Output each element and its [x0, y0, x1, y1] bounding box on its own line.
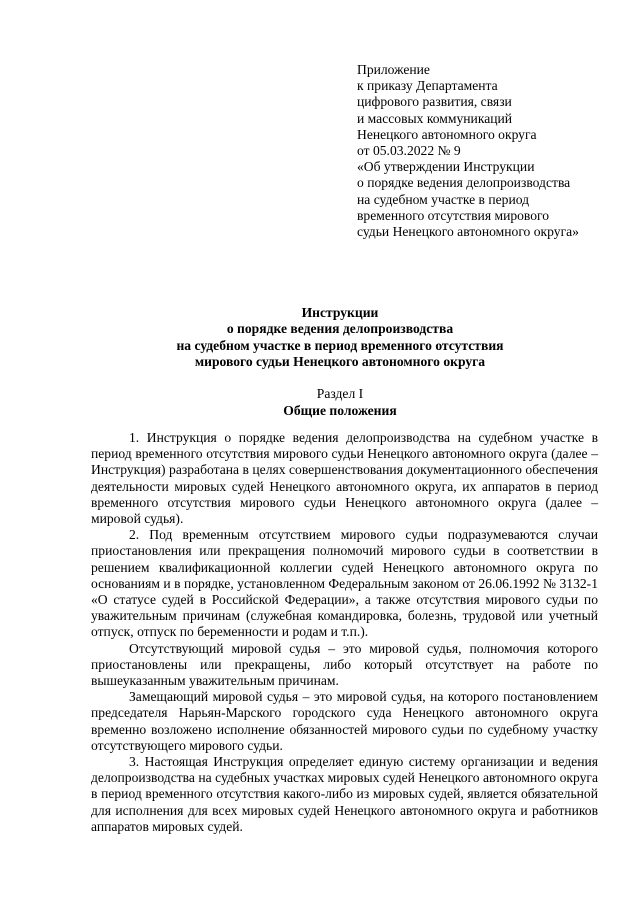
appendix-line: на судебном участке в период [357, 191, 530, 207]
appendix-line: цифрового развития, связи [357, 94, 512, 110]
paragraph: Отсутствующий мировой судья – это мировой судья, полномочия которого приостановлены или прекращены, либо который отсутствует на работе по вышеуказанным уважительным причинам. [91, 640, 598, 689]
title-line: Инструкции [301, 305, 379, 320]
appendix-line: от 05.03.2022 № 9 [357, 143, 461, 159]
appendix-line: судьи Ненецкого автономного округа» [357, 224, 579, 240]
document-body [91, 430, 598, 835]
appendix-line: Ненецкого автономного округа [357, 126, 537, 142]
appendix-line: «Об утверждении Инструкции [357, 159, 535, 175]
title-line: на судебном участке в период временного отсутствия [176, 337, 504, 353]
appendix-line: Приложение [357, 62, 430, 77]
appendix-line: к приказу Департамента [357, 78, 498, 94]
paragraph: 1. Инструкция о порядке ведения делопроизводства на судебном участке в период временного отсутствия мирового судьи Ненецкого автономного округа (далее – Инструкция) разработана в целях совершенствования документационного обеспечения деятельности мировых судей Ненецкого автономного округа, их аппаратов в период временного отсутствия мирового судьи Ненецкого автономного округа (далее – мировой судья). [91, 430, 598, 527]
appendix-line: временного отсутствия мирового [357, 207, 550, 223]
appendix-header [357, 62, 627, 240]
section-number: Раздел I [316, 386, 364, 401]
paragraph: 2. Под временным отсутствием мирового судьи подразумеваются случаи приостановления или прекращения полномочий мирового судьи в соответствии в решением квалификационной коллегии судей Ненецкого автономного округа по основаниям и в порядке, установленном Федеральным законом от 26.06.1992 № 3132-1 «О статусе судей в Российской Федерации», а также отсутствия мирового судьи по уважительным причинам (служебная командировка, болезнь, трудовой или учетный отпуск, отпуск по беременности и родам и т.п.). [91, 527, 598, 640]
document-title [90, 305, 590, 370]
section-heading [90, 385, 590, 419]
title-line: мирового судьи Ненецкого автономного округа [194, 353, 486, 369]
title-line: о порядке ведения делопроизводства [226, 321, 454, 337]
appendix-line: о порядке ведения делопроизводства [357, 175, 571, 191]
paragraph: Замещающий мировой судья – это мировой судья, на которого постановлением председателя Нарьян-Марского городского суда Ненецкого автономного округа временно возложено исполнение обязанностей мирового судьи по судебному участку отсутствующего мирового судьи. [91, 689, 598, 753]
paragraph: 3. Настоящая Инструкция определяет единую систему организации и ведения делопроизводства на судебных участках мировых судей Ненецкого автономного округа в период временного отсутствия какого-либо из мировых судей, является обязательной для исполнения для всех мировых судей Ненецкого автономного округа и работников аппаратов мировых судей. [91, 754, 598, 834]
appendix-line: и массовых коммуникаций [357, 110, 513, 126]
section-name: Общие положения [283, 403, 397, 418]
